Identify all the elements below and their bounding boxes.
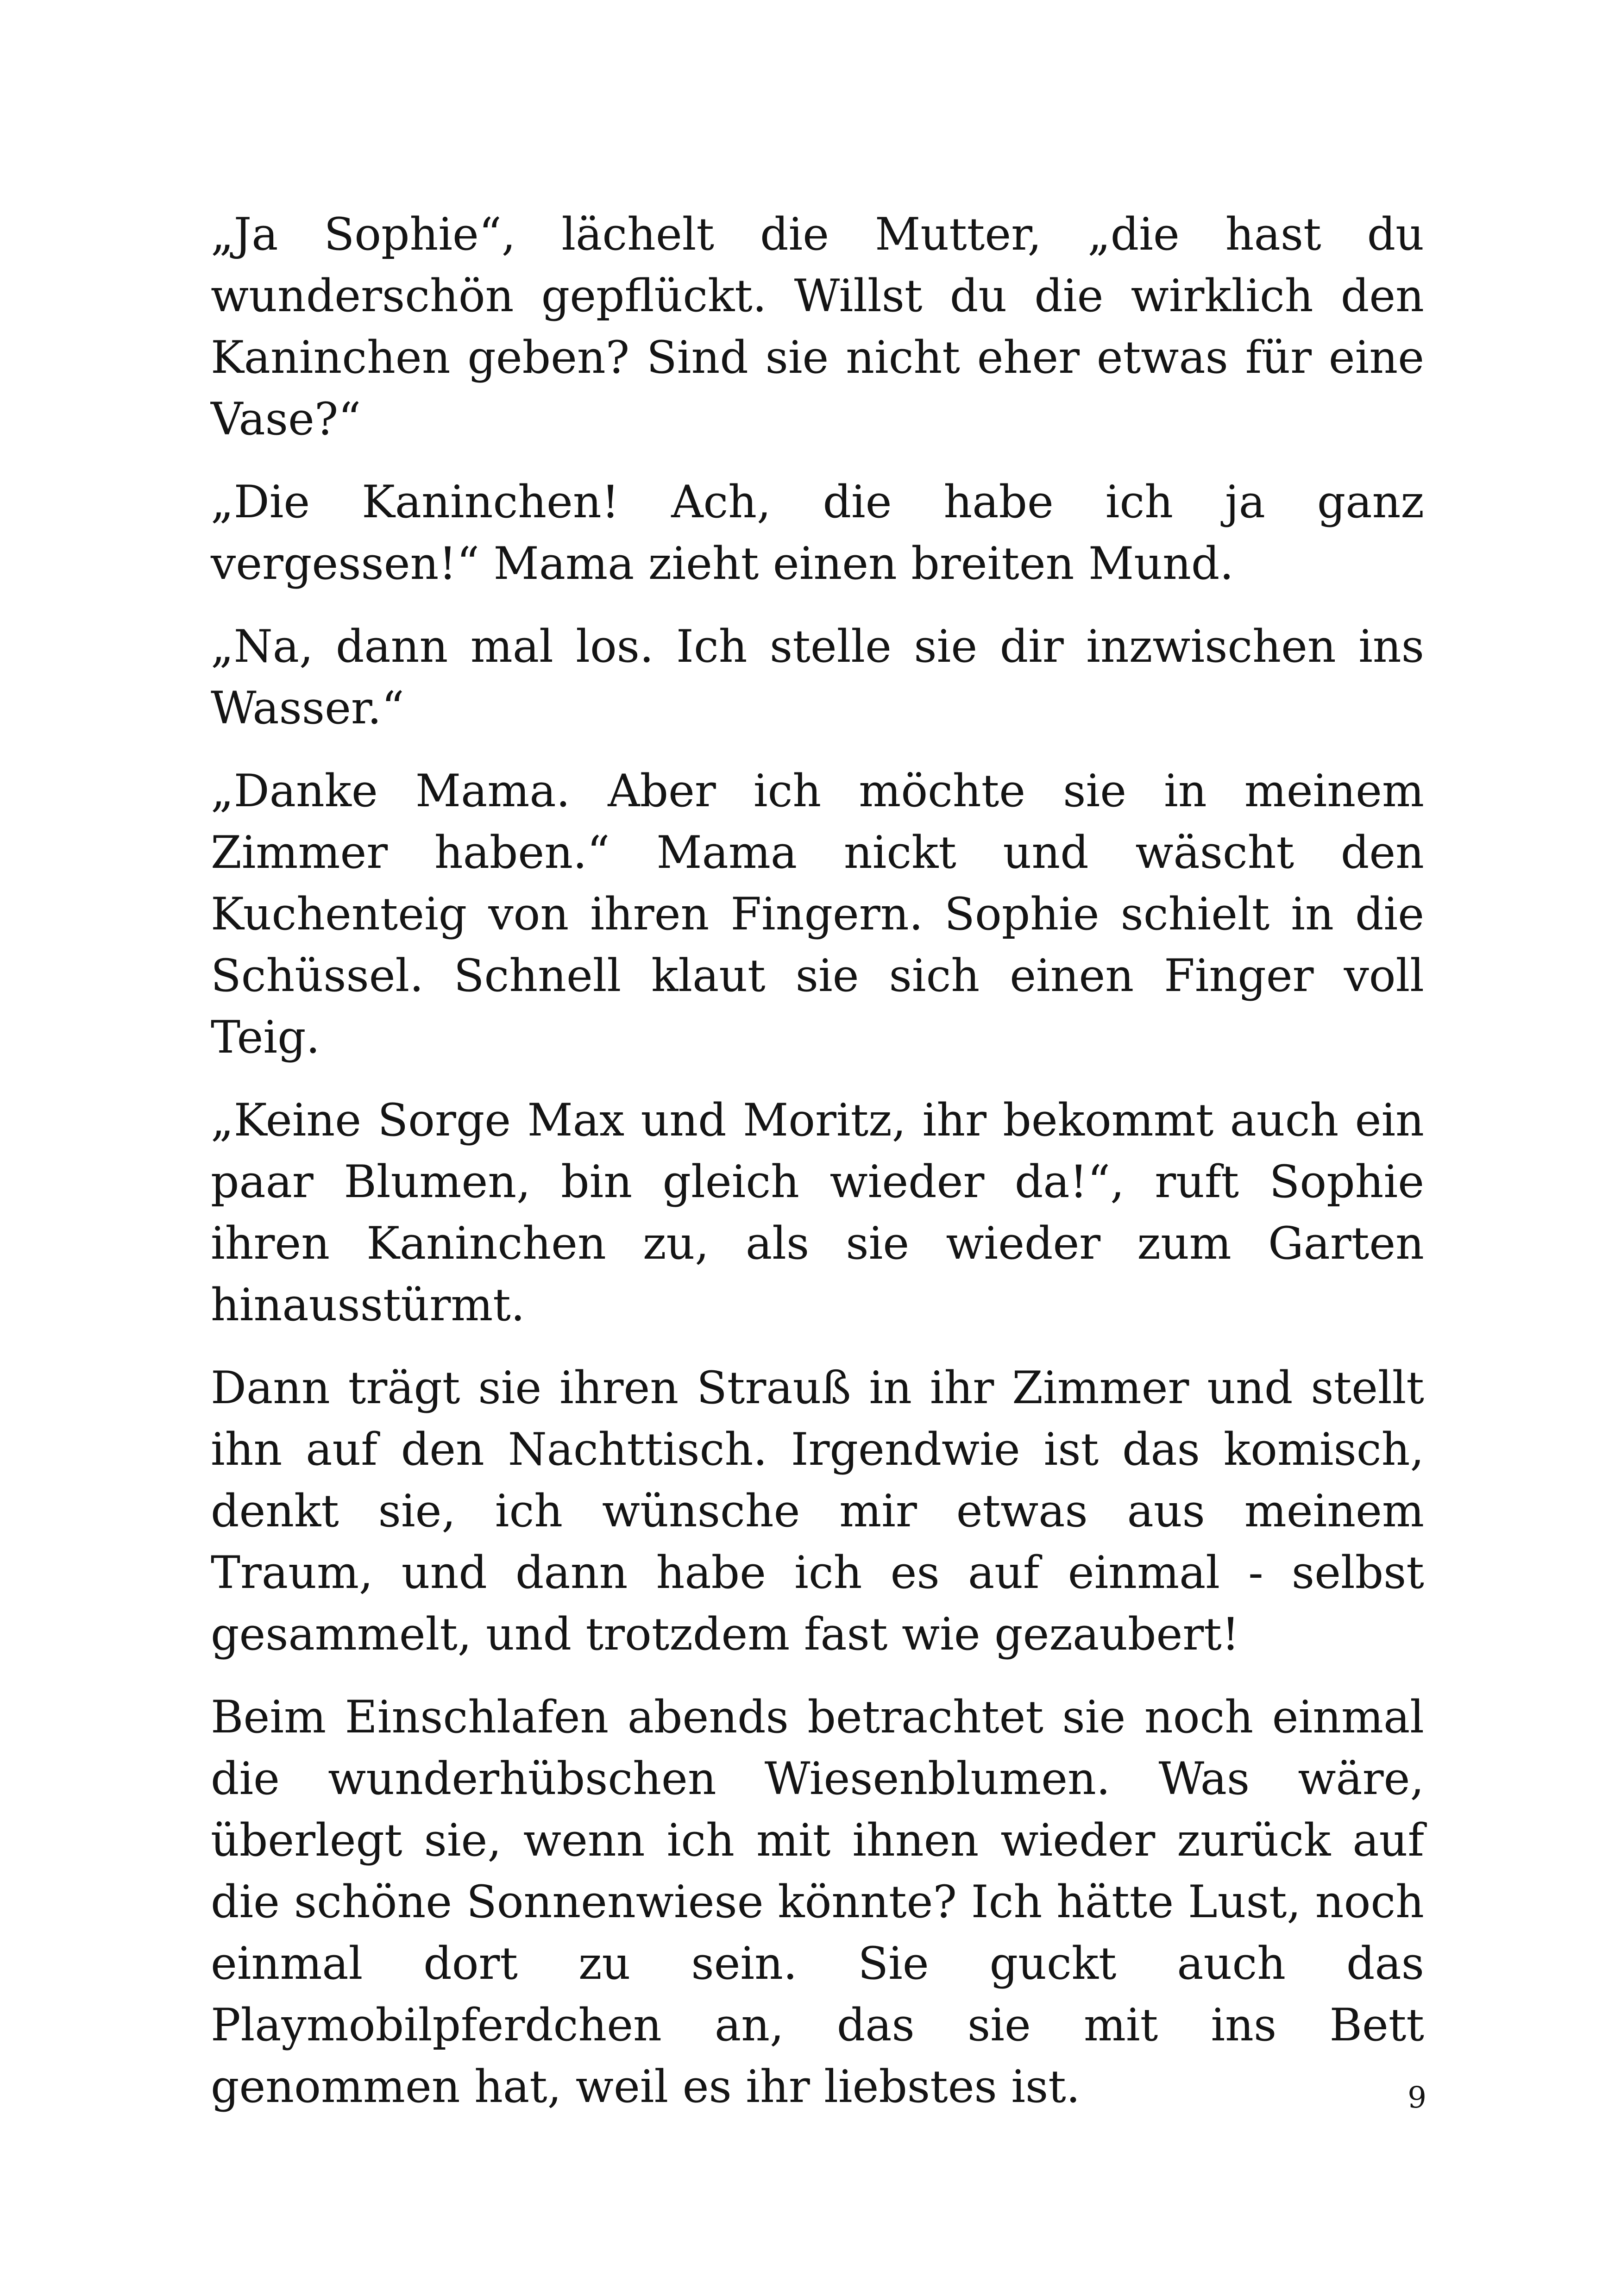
- paragraph-6: Dann trägt sie ihren Strauß in ihr Zimmer und stellt ihn auf den Nachttisch. Irgendwie ist das komisch, denkt sie, ich wünsche mir etwas aus meinem Traum, und dann habe ich es auf einmal - selbst gesammelt, und trotzdem fast wie gezaubert!: [211, 1362, 1424, 1660]
- paragraph-2: „Die Kaninchen! Ach, die habe ich ja ganz vergessen!“ Mama zieht einen breiten Mund.: [211, 476, 1424, 590]
- page-number: 9: [1407, 2081, 1426, 2115]
- paragraph-1: „Ja Sophie“, lächelt die Mutter, „die hast du wunderschön gepflückt. Willst du die wirklich den Kaninchen geben? Sind sie nicht eher etwas für eine Vase?“: [211, 208, 1424, 445]
- body-text: [211, 204, 1424, 2139]
- paragraph-4: „Danke Mama. Aber ich möchte sie in meinem Zimmer haben.“ Mama nickt und wäscht den Kuchenteig von ihren Fingern. Sophie schielt in die Schüssel. Schnell klaut sie sich einen Finger voll Teig.: [211, 765, 1424, 1063]
- paragraph-5: „Keine Sorge Max und Moritz, ihr bekommt auch ein paar Blumen, bin gleich wieder da!“, ruft Sophie ihren Kaninchen zu, als sie wieder zum Garten hinausstürmt.: [211, 1094, 1424, 1331]
- paragraph-3: „Na, dann mal los. Ich stelle sie dir inzwischen ins Wasser.“: [211, 621, 1424, 734]
- paragraph-7: Beim Einschlafen abends betrachtet sie noch einmal die wunderhübschen Wiesenblumen. Was wäre, überlegt sie, wenn ich mit ihnen wieder zurück auf die schöne Sonnenwiese könnte? Ich hätte Lust, noch einmal dort zu sein. Sie guckt auch das Playmobilpferdchen an, das sie mit ins Bett genommen hat, weil es ihr liebstes ist.: [211, 1691, 1424, 2113]
